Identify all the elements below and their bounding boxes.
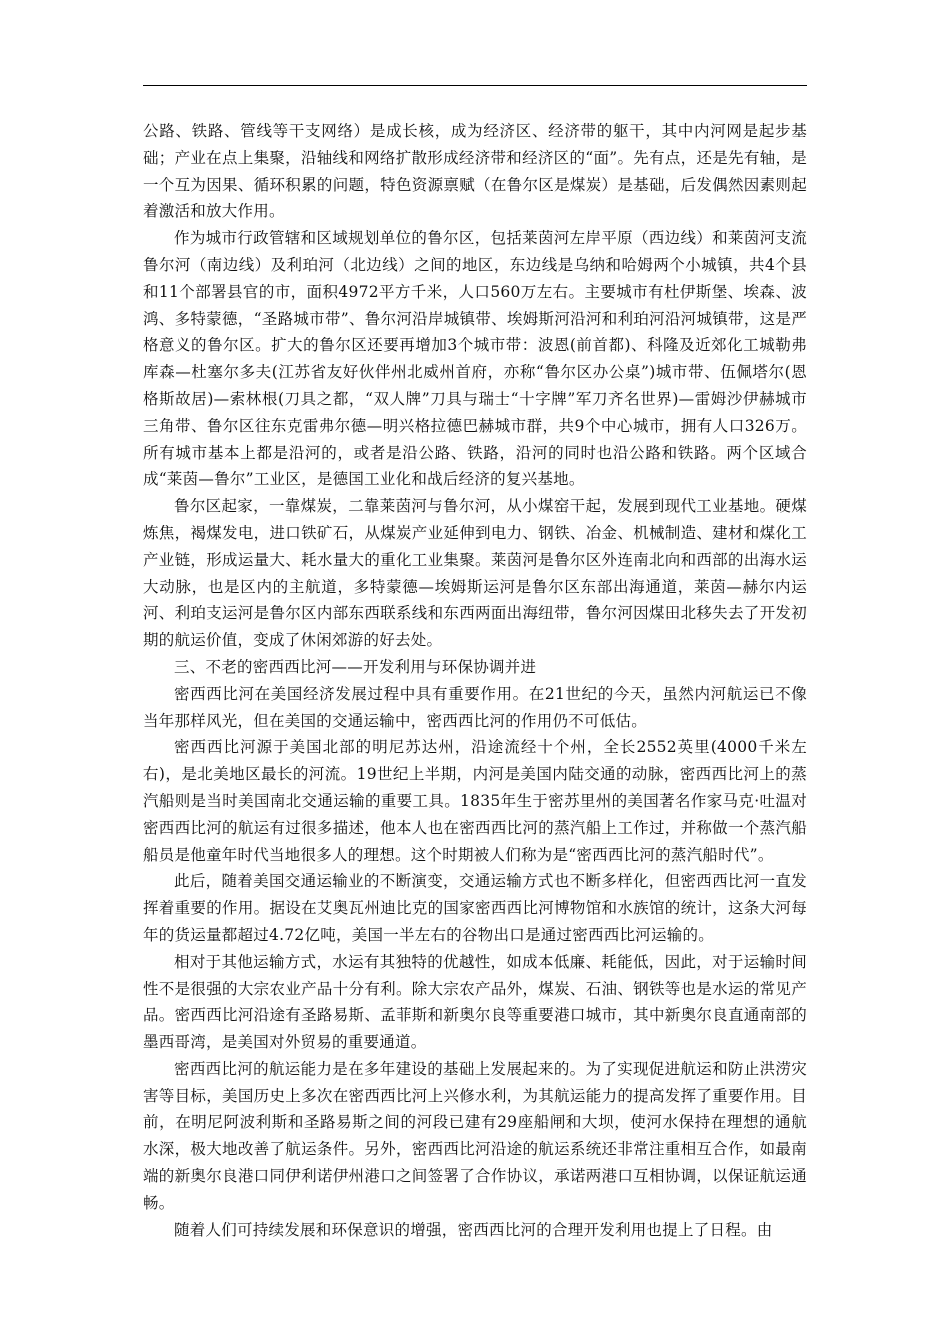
- paragraph-ruhr-region-scope: 作为城市行政管辖和区域规划单位的鲁尔区，包括莱茵河左岸平原（西边线）和莱茵河支流鲁尔河（南边线）及利珀河（北边线）之间的地区，东边线是乌纳和哈姆两个小城镇，共4个县和11个部署县官的市，面积4972平方千米，人口560万左右。主要城市有杜伊斯堡、埃森、波鸿、多特蒙德，“圣路城市带”、鲁尔河沿岸城镇带、埃姆斯河沿河和利珀河沿河城镇带，这是严格意义的鲁尔区。扩大的鲁尔区还要再增加3个城市带：波恩(前首都)、科隆及近郊化工城勒弗库森—杜塞尔多夫(江苏省友好伙伴州北威州首府，亦称“鲁尔区办公桌”)城市带、伍佩塔尔(恩格斯故居)—索林根(刀具之都，“双人牌”刀具与瑞士“十字牌”军刀齐名世界)—雷姆沙伊赫城市三角带、鲁尔区往东克雷弗尔德—明兴格拉德巴赫城市群，共9个中心城市，拥有人口326万。所有城市基本上都是沿河的，或者是沿公路、铁路，沿河的同时也沿公路和铁路。两个区域合成“莱茵—鲁尔”工业区，是德国工业化和战后经济的复兴基地。: [143, 229, 807, 489]
- section-heading-mississippi: 三、不老的密西西比河——开发利用与环保协调并进: [174, 657, 537, 676]
- paragraph-ruhr-industry: 鲁尔区起家，一靠煤炭，二靠莱茵河与鲁尔河，从小煤窑干起，发展到现代工业基地。硬煤炼焦，褐煤发电，进口铁矿石，从煤炭产业延伸到电力、钢铁、冶金、机械制造、建材和煤化工产业链，形成运量大、耗水量大的重化工业集聚。莱茵河是鲁尔区外连南北向和西部的出海水运大动脉，也是区内的主航道，多特蒙德—埃姆斯运河是鲁尔区东部出海通道，莱茵—赫尔内运河、利珀支运河是鲁尔区内部东西联系线和东西两面出海纽带，鲁尔河因煤田北移失去了开发初期的航运价值，变成了休闲郊游的好去处。: [143, 497, 807, 650]
- paragraph-water-transport: 相对于其他运输方式，水运有其独特的优越性，如成本低廉、耗能低，因此，对于运输时间性不是很强的大宗农业产品十分有利。除大宗农产品外，煤炭、石油、钢铁等也是水运的常见产品。密西西比河沿途有圣路易斯、孟菲斯和新奥尔良等重要港口城市，其中新奥尔良直通南部的墨西哥湾，是美国对外贸易的重要通道。: [143, 952, 807, 1052]
- paragraph-continuation: 公路、铁路、管线等干支网络）是成长核，成为经济区、经济带的躯干，其中内河网是起步基础；产业在点上集聚，沿轴线和网络扩散形成经济带和经济区的“面”。先有点，还是先有轴，是一个互为因果、循环积累的问题，特色资源禀赋（在鲁尔区是煤炭）是基础，后发偶然因素则起着激活和放大作用。: [143, 122, 807, 221]
- paragraph-navigation-capacity: 密西西比河的航运能力是在多年建设的基础上发展起来的。为了实现促进航运和防止洪涝灾害等目标，美国历史上多次在密西西比河上兴修水利，为其航运能力的提高发挥了重要作用。目前，在明尼阿波利斯和圣路易斯之间的河段已建有29座船闸和大坝，使河水保持在理想的通航水深，极大地改善了航运条件。另外，密西西比河沿途的航运系统还非常注重相互合作，如最南端的新奥尔良港口同伊利诺伊州港口之间签署了合作协议，承诺两港口互相协调，以保证航运通畅。: [143, 1059, 807, 1212]
- paragraph-mississippi-history: 密西西比河源于美国北部的明尼苏达州，沿途流经十个州，全长2552英里(4000千米左右)，是北美地区最长的河流。19世纪上半期，内河是美国内陆交通的动脉，密西西比河上的蒸汽船则是当时美国南北交通运输的重要工具。1835年生于密苏里州的美国著名作家马克·吐温对密西西比河的航运有过很多描述，他本人也在密西西比河的蒸汽船上工作过，并称做一个蒸汽船船员是他童年时代当地很多人的理想。这个时期被人们称为是“密西西比河的蒸汽船时代”。: [143, 738, 807, 864]
- paragraph-mississippi-importance: 密西西比河在美国经济发展过程中具有重要作用。在21世纪的今天，虽然内河航运已不像当年那样风光，但在美国的交通运输中，密西西比河的作用仍不可低估。: [143, 684, 807, 730]
- paragraph-mississippi-cargo: 此后，随着美国交通运输业的不断演变，交通运输方式也不断多样化，但密西西比河一直发挥着重要的作用。据设在艾奥瓦州迪比克的国家密西西比河博物馆和水族馆的统计，这条大河每年的货运量都超过4.72亿吨，美国一半左右的谷物出口是通过密西西比河运输的。: [143, 872, 807, 944]
- paragraph-sustainable-development: 随着人们可持续发展和环保意识的增强，密西西比河的合理开发利用也提上了日程。由: [174, 1220, 773, 1239]
- body-text: [143, 118, 807, 1243]
- header-rule: [143, 85, 807, 86]
